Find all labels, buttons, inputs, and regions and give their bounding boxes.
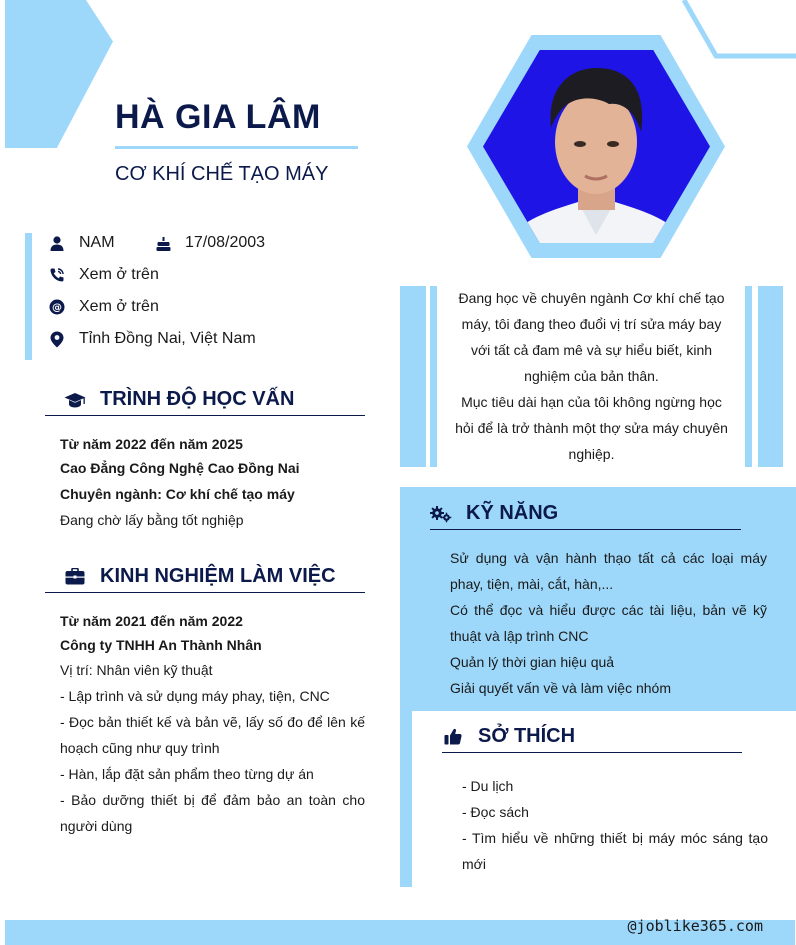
education-period: Từ năm 2022 đến năm 2025 [60, 436, 243, 452]
objective-paragraph: Mục tiêu dài hạn của tôi không ngừng học hỏi để là trở thành một thợ sửa máy chuyên nghiệp. [455, 394, 728, 462]
objective-accent-bar-right-thin [745, 286, 752, 467]
experience-rule [45, 592, 365, 593]
hobbies-accent-bar [400, 711, 412, 887]
objective-paragraph: Đang học về chuyên ngành Cơ khí chế tạo máy, tôi đang theo đuổi vị trí sửa máy bay với tất cả đam mê và sự hiểu biết, kinh nghiệm của bản thân. [458, 290, 725, 384]
at-icon [49, 299, 65, 315]
education-content [60, 432, 365, 532]
experience-content [60, 609, 365, 839]
career-objective [455, 285, 728, 467]
address-value: Tỉnh Đồng Nai, Việt Nam [79, 330, 256, 347]
user-icon [49, 235, 65, 251]
objective-accent-bar-left-wide [400, 286, 426, 467]
address-row [49, 330, 256, 348]
contact-accent-bar [25, 233, 32, 360]
phone-row [49, 266, 159, 284]
experience-duty: - Lập trình và sử dụng máy phay, tiện, CNC [60, 688, 330, 704]
briefcase-icon [64, 567, 86, 587]
thumbs-up-icon [442, 727, 464, 747]
education-status: Đang chờ lấy bằng tốt nghiệp [60, 512, 244, 528]
skills-heading [430, 502, 558, 525]
hobbies-list [462, 773, 768, 877]
hobby-item: - Tìm hiểu về những thiết bị máy móc sáng tạo mới [462, 830, 768, 872]
skills-rule [430, 529, 741, 530]
education-major: Chuyên ngành: Cơ khí chế tạo máy [60, 486, 295, 502]
skill-item: Giải quyết vấn về và làm việc nhóm [450, 680, 671, 696]
birthday-value: 17/08/2003 [185, 234, 266, 251]
hobbies-heading-label: SỞ THÍCH [478, 725, 576, 747]
watermark: @joblike365.com [627, 917, 763, 935]
experience-position: Vị trí: Nhân viên kỹ thuật [60, 662, 213, 678]
education-rule [45, 415, 365, 416]
hobby-item: - Đọc sách [462, 804, 529, 820]
gender-value: NAM [79, 234, 115, 251]
skill-item: Sử dụng và vận hành thạo tất cả các loại máy phay, tiện, mài, cắt, hàn,... [450, 550, 767, 592]
education-heading-label: TRÌNH ĐỘ HỌC VẤN [100, 388, 295, 410]
hobbies-heading [442, 725, 575, 748]
experience-company: Công ty TNHH An Thành Nhân [60, 637, 262, 653]
candidate-name: HÀ GIA LÂM [115, 98, 321, 136]
experience-heading [64, 565, 336, 588]
experience-duty: - Hàn, lắp đặt sản phẩm theo từng dự án [60, 766, 314, 782]
skills-list [450, 545, 767, 701]
skills-heading-label: KỸ NĂNG [466, 502, 559, 524]
gears-icon [430, 504, 452, 524]
experience-duty: - Bảo dưỡng thiết bị để đảm bảo an toàn cho người dùng [60, 792, 365, 834]
corner-decoration-top-left [5, 0, 113, 148]
email-row [49, 298, 159, 316]
hobby-item: - Du lịch [462, 778, 514, 794]
name-underline [115, 146, 358, 149]
skill-item: Có thể đọc và hiểu được các tài liệu, bản vẽ kỹ thuật và lập trình CNC [450, 602, 767, 644]
hobbies-rule [442, 752, 742, 753]
experience-heading-label: KINH NGHIỆM LÀM VIỆC [100, 565, 336, 587]
education-school: Cao Đẳng Công Nghệ Cao Đồng Nai [60, 460, 300, 476]
experience-period: Từ năm 2021 đến năm 2022 [60, 613, 243, 629]
job-title: CƠ KHÍ CHẾ TẠO MÁY [115, 163, 329, 185]
phone-icon [49, 267, 65, 283]
education-heading [64, 388, 294, 411]
skill-item: Quản lý thời gian hiệu quả [450, 654, 615, 670]
corner-decoration-top-right [680, 0, 796, 62]
birthday-row [155, 234, 265, 252]
graduation-cap-icon [64, 390, 86, 410]
objective-accent-bar-left-thin [430, 286, 437, 467]
map-pin-icon [49, 331, 65, 347]
objective-accent-bar-right-wide [758, 286, 783, 467]
phone-value: Xem ở trên [79, 266, 159, 283]
email-value: Xem ở trên [79, 298, 159, 315]
cake-icon [155, 235, 171, 251]
gender-row [49, 234, 115, 252]
svg-text:@: @ [52, 302, 62, 314]
experience-duty: - Đọc bản thiết kế và bản vẽ, lấy số đo để lên kế hoạch cũng như quy trình [60, 714, 365, 756]
